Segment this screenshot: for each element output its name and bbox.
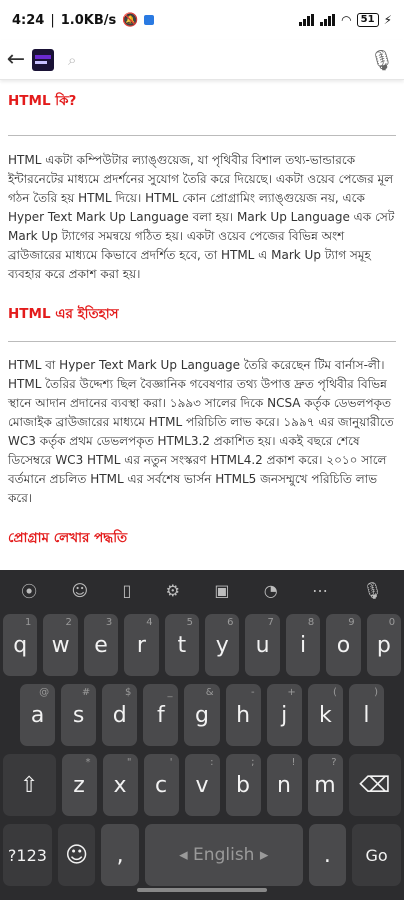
- key-label: r: [136, 632, 146, 658]
- key-y[interactable]: [205, 614, 239, 676]
- key-u[interactable]: [245, 614, 279, 676]
- app-bar: [0, 40, 404, 80]
- status-bar: [0, 0, 404, 40]
- key-k[interactable]: [308, 684, 343, 746]
- key-alt-label: !: [291, 757, 296, 768]
- key-h[interactable]: [226, 684, 261, 746]
- key-b[interactable]: [226, 754, 261, 816]
- key-j[interactable]: [267, 684, 302, 746]
- period-key[interactable]: .: [309, 824, 347, 886]
- key-i[interactable]: [286, 614, 320, 676]
- gif-icon[interactable]: ◔: [263, 580, 278, 600]
- space-key[interactable]: ◂ English ▸: [145, 824, 303, 886]
- key-o[interactable]: [326, 614, 360, 676]
- key-label: j: [281, 702, 288, 728]
- app-notification-icon: [144, 15, 154, 25]
- key-v[interactable]: [185, 754, 220, 816]
- key-alt-label: (: [332, 687, 337, 698]
- app-logo: [32, 49, 54, 71]
- key-alt-label: 8: [307, 617, 315, 628]
- key-alt-label: ": [126, 757, 132, 768]
- signal-icon: [299, 14, 315, 26]
- key-alt-label: +: [287, 687, 296, 698]
- key-f[interactable]: [143, 684, 178, 746]
- key-alt-label: 4: [146, 617, 153, 628]
- shift-key[interactable]: ⇧: [3, 754, 56, 816]
- mic-icon[interactable]: 🎙: [369, 47, 395, 72]
- comma-key[interactable]: ,: [101, 824, 139, 886]
- heading-html-history: HTML এর ইতিহাস: [8, 306, 119, 322]
- key-label: b: [236, 772, 250, 798]
- key-alt-label: ': [169, 757, 173, 768]
- key-label: o: [336, 632, 351, 658]
- key-m[interactable]: [308, 754, 343, 816]
- key-label: h: [236, 702, 251, 728]
- key-row-2: [0, 684, 404, 746]
- backspace-key[interactable]: ⌫: [349, 754, 402, 816]
- paragraph-what-is-html: HTML একটা কম্পিউটার ল্যাঙ্গুয়েজ, যা পৃথিবীর বিশাল তথ্য-ভান্ডারকে ইন্টারনেটের মাধ্যমে প্রদর্শনের সুযোগ তৈরি করে দিয়েছে। একটা ওয়েব পেজের মূল গঠন তৈরি হয় HTML দিয়ে। HTML কোন প্রোগ্রামিং ল্যাঙ্গুয়েজ নয়, একে Hyper Text Mark Up Language বলা হয়। Mark Up Language এক সেট Mark Up ট্যাগের সমন্বয়ে গঠিত হয়। একটা ওয়েব পেজের বিভিন্ন অংশ ব্রাউজারের মাধ্যমে কিভাবে প্রদর্শিত হবে, তা HTML এ Mark Up ট্যাগ সমূহ ব্যবহার করে প্রকাশ করা হয়।: [8, 153, 395, 281]
- key-label: c: [154, 772, 168, 798]
- key-alt-label: -: [251, 687, 255, 698]
- keyboard-toolbar: [0, 570, 404, 610]
- key-alt-label: _: [167, 687, 173, 698]
- key-label: g: [195, 702, 209, 728]
- key-label: s: [72, 702, 85, 728]
- charging-icon: ⚡: [383, 13, 392, 27]
- key-d[interactable]: [102, 684, 137, 746]
- key-x[interactable]: [103, 754, 138, 816]
- key-label: z: [73, 772, 85, 798]
- key-c[interactable]: [144, 754, 179, 816]
- heading-what-is-html: HTML কি?: [8, 93, 77, 109]
- key-alt-label: 7: [267, 617, 274, 628]
- key-label: q: [13, 632, 28, 658]
- key-alt-label: ;: [251, 757, 255, 768]
- status-speed: 1.0KB/s: [60, 12, 117, 28]
- clipboard-icon[interactable]: ▯: [122, 580, 132, 600]
- key-q[interactable]: [3, 614, 37, 676]
- key-label: y: [215, 632, 229, 658]
- voice-input-icon[interactable]: 🎙: [362, 580, 383, 600]
- key-z[interactable]: [62, 754, 97, 816]
- key-a[interactable]: [20, 684, 55, 746]
- key-label: v: [195, 772, 209, 798]
- key-label: l: [363, 702, 370, 728]
- status-time: 4:24: [12, 12, 45, 28]
- key-alt-label: 2: [65, 617, 72, 628]
- keyboard: [0, 570, 404, 900]
- key-n[interactable]: [267, 754, 302, 816]
- settings-icon[interactable]: ⚙: [165, 580, 180, 600]
- key-p[interactable]: [367, 614, 401, 676]
- key-label: x: [113, 772, 127, 798]
- paragraph-html-history: HTML বা Hyper Text Mark Up Language তৈরি করেছেন টিম বার্নাস-লী। HTML তৈরির উদ্দেশ্য ছিল বৈজ্ঞানিক গবেষণার তথ্য উপাত্ত দ্রুত পৃথিবীর বিভিন্ন স্থানে আদান প্রদানের ব্যবস্থা করা। ১৯৯৩ সালের দিকে NCSA কর্তৃক ডেভলপকৃত মোজাইক ব্রাউজারের মাধ্যমে HTML পরিচিতি লাভ করে। ১৯৯৭ এর জানুয়ারীতে WC3 কর্তৃক প্রথম ডেভলপকৃত HTML3.2 প্রকাশিত হয়। একই বছরে শেষে ডিসেম্বরে WC3 HTML এর নতুন সংস্করণ HTML4.2 প্রকাশ করে। ২০১০ সালে বর্তমানে প্রচলিত HTML এর সর্বশেষ ভার্সন HTML5 জনসম্মুখে পরিচিতি লাভ করে।: [8, 358, 394, 505]
- key-alt-label: 1: [25, 617, 32, 628]
- heading-program-writing: প্রোগ্রাম লেখার পদ্ধতি: [8, 530, 128, 546]
- key-label: m: [314, 772, 336, 798]
- status-left: 4:24 | 1.0KB/s 🔕: [12, 13, 154, 28]
- key-alt-label: &: [205, 687, 214, 698]
- emoji-key[interactable]: ☺: [58, 824, 96, 886]
- more-icon[interactable]: ⋯: [312, 580, 329, 600]
- key-label: t: [177, 632, 187, 658]
- key-label: e: [94, 632, 108, 658]
- key-alt-label: :: [210, 757, 214, 768]
- search-field[interactable]: [54, 40, 360, 80]
- key-r[interactable]: [124, 614, 158, 676]
- key-alt-label: *: [85, 757, 91, 768]
- key-alt-label: 3: [105, 617, 113, 628]
- key-alt-label: $: [124, 687, 132, 698]
- search-icon: ⌕: [68, 50, 77, 69]
- key-label: i: [299, 632, 307, 658]
- key-label: a: [30, 702, 45, 728]
- status-right: [299, 13, 392, 27]
- symbols-key[interactable]: ?123: [3, 824, 52, 886]
- key-alt-label: ): [374, 687, 378, 698]
- key-l[interactable]: [349, 684, 384, 746]
- battery-level: 51: [360, 14, 375, 25]
- key-alt-label: 9: [348, 617, 355, 628]
- key-alt-label: ?: [331, 757, 337, 768]
- key-alt-label: @: [39, 687, 50, 698]
- key-label: w: [51, 632, 70, 658]
- back-arrow-icon[interactable]: ←: [6, 47, 26, 72]
- key-row-3: [0, 754, 404, 816]
- key-alt-label: 6: [227, 617, 234, 628]
- translate-icon[interactable]: ▣: [214, 580, 230, 600]
- signal-icon: [320, 14, 336, 26]
- key-row-1: [0, 614, 404, 676]
- key-label: p: [376, 632, 391, 658]
- battery-icon: [357, 13, 379, 27]
- key-label: f: [157, 702, 165, 728]
- key-w[interactable]: [43, 614, 77, 676]
- key-e[interactable]: [84, 614, 118, 676]
- key-alt-label: 5: [186, 617, 194, 628]
- key-t[interactable]: [165, 614, 199, 676]
- key-label: n: [277, 772, 291, 798]
- key-label: u: [255, 632, 270, 658]
- gesture-bar: [0, 884, 404, 900]
- emoji-icon[interactable]: ☺: [71, 580, 89, 600]
- key-label: d: [112, 702, 127, 728]
- key-s[interactable]: [61, 684, 96, 746]
- key-alt-label: #: [81, 687, 91, 698]
- sticker-icon[interactable]: ⦿: [21, 581, 38, 601]
- key-alt-label: 0: [388, 617, 396, 628]
- wifi-icon: ◠: [341, 13, 352, 27]
- key-row-4: [0, 824, 404, 886]
- go-key[interactable]: Go: [352, 824, 401, 886]
- article-content: [0, 82, 404, 570]
- key-label: k: [318, 702, 332, 728]
- mute-icon: 🔕: [122, 12, 139, 28]
- key-g[interactable]: [184, 684, 219, 746]
